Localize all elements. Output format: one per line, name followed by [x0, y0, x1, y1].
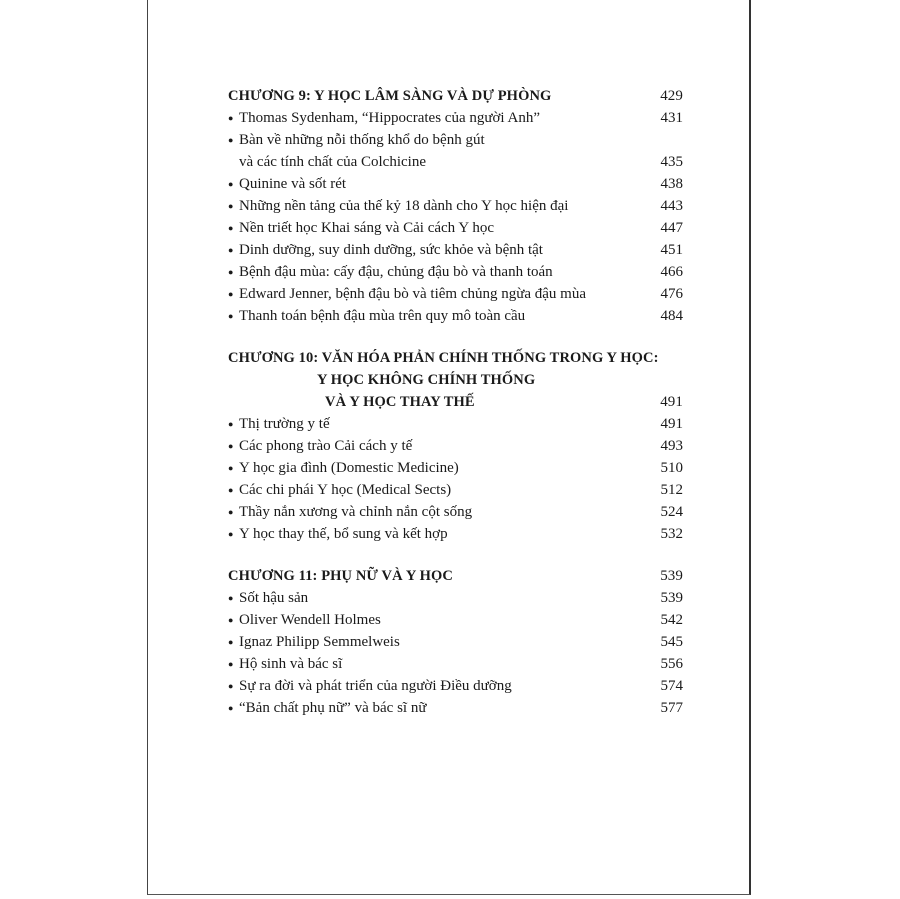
- toc-item: [228, 631, 683, 653]
- bullet-icon: ●: [228, 245, 234, 255]
- toc-item-title: Thầy nắn xương và chỉnh nắn cột sống: [239, 504, 473, 520]
- toc-item: [228, 653, 683, 675]
- toc-item: [228, 129, 683, 151]
- toc-item-page: 542: [660, 612, 683, 628]
- toc-item-page: 491: [660, 416, 683, 432]
- toc-item: [228, 305, 683, 327]
- toc-item-title: Edward Jenner, bệnh đậu bò và tiêm chủng ngừa đậu mùa: [239, 286, 587, 302]
- toc-item-title: Thomas Sydenham, “Hippocrates của người Anh”: [239, 110, 540, 126]
- toc-item: [228, 239, 683, 261]
- bullet-icon: ●: [228, 485, 234, 495]
- toc-item-page: 577: [660, 700, 683, 716]
- toc-item-title: Y học gia đình (Domestic Medicine): [239, 460, 459, 476]
- toc-item-page: 545: [660, 634, 683, 650]
- toc-item-title: Những nền tảng của thế kỷ 18 dành cho Y học hiện đại: [239, 198, 569, 214]
- toc-item: [228, 195, 683, 217]
- chapter-9: [228, 85, 683, 327]
- bullet-icon: ●: [228, 419, 234, 429]
- toc-item-page: 512: [660, 482, 683, 498]
- bullet-icon: ●: [228, 703, 234, 713]
- chapter-heading: [228, 565, 683, 587]
- bullet-icon: ●: [228, 289, 234, 299]
- bullet-icon: ●: [228, 681, 234, 691]
- toc-item-page: 451: [660, 242, 683, 258]
- bullet-icon: ●: [228, 615, 234, 625]
- toc-item-title: Dinh dưỡng, suy dinh dưỡng, sức khỏe và bệnh tật: [239, 242, 543, 258]
- toc-item-title: và các tính chất của Colchicine: [239, 154, 426, 170]
- toc-item-title: Thị trường y tế: [239, 416, 330, 432]
- toc-item-page: 438: [660, 176, 683, 192]
- bullet-icon: ●: [228, 201, 234, 211]
- bullet-icon: ●: [228, 179, 234, 189]
- book-page: [147, 0, 751, 895]
- toc-item-title: Nền triết học Khai sáng và Cải cách Y học: [239, 220, 495, 236]
- toc-item-page: 476: [660, 286, 683, 302]
- toc-item-page: 447: [660, 220, 683, 236]
- toc-item-page: 466: [660, 264, 683, 280]
- toc-item: [228, 697, 683, 719]
- toc-item-page: 435: [660, 154, 683, 170]
- toc-item: [228, 283, 683, 305]
- bullet-icon: ●: [228, 135, 234, 145]
- bullet-icon: ●: [228, 593, 234, 603]
- toc-item-title: Bệnh đậu mùa: cấy đậu, chủng đậu bò và thanh toán: [239, 264, 553, 280]
- toc-item-title: Quinine và sốt rét: [239, 176, 347, 192]
- toc-item: [228, 107, 683, 129]
- toc-item: [228, 587, 683, 609]
- bullet-icon: ●: [228, 529, 234, 539]
- chapter-page: 539: [660, 568, 683, 584]
- chapter-title: VÀ Y HỌC THAY THẾ: [325, 394, 475, 410]
- toc-item: [228, 457, 683, 479]
- bullet-icon: ●: [228, 311, 234, 321]
- toc-item: [228, 609, 683, 631]
- bullet-icon: ●: [228, 113, 234, 123]
- toc-item: [228, 173, 683, 195]
- toc-item-title: Hộ sinh và bác sĩ: [239, 656, 343, 672]
- toc-item: [228, 479, 683, 501]
- chapter-page: 491: [660, 394, 683, 410]
- chapter-title: Y HỌC KHÔNG CHÍNH THỐNG: [317, 372, 536, 388]
- toc-item-title: “Bản chất phụ nữ” và bác sĩ nữ: [239, 700, 427, 716]
- toc-item-title: Y học thay thế, bổ sung và kết hợp: [239, 526, 448, 542]
- table-of-contents: [228, 85, 683, 739]
- toc-item: [228, 501, 683, 523]
- toc-item-continuation: [228, 151, 683, 173]
- toc-item-title: Sự ra đời và phát triển của người Điều dưỡng: [239, 678, 512, 694]
- toc-item-page: 539: [660, 590, 683, 606]
- chapter-title: CHƯƠNG 10: VĂN HÓA PHẢN CHÍNH THỐNG TRONG Y HỌC:: [228, 350, 659, 366]
- toc-item-title: Bàn về những nỗi thống khổ do bệnh gút: [239, 132, 485, 148]
- chapter-heading: [228, 85, 683, 107]
- toc-item: [228, 523, 683, 545]
- toc-item-title: Sốt hậu sản: [239, 590, 309, 606]
- toc-item: [228, 675, 683, 697]
- toc-item-title: Các chi phái Y học (Medical Sects): [239, 482, 452, 498]
- toc-item-page: 556: [660, 656, 683, 672]
- bullet-icon: ●: [228, 637, 234, 647]
- toc-item: [228, 217, 683, 239]
- toc-item-page: 443: [660, 198, 683, 214]
- bullet-icon: ●: [228, 223, 234, 233]
- toc-item-title: Thanh toán bệnh đậu mùa trên quy mô toàn cầu: [239, 308, 526, 324]
- bullet-icon: ●: [228, 507, 234, 517]
- toc-item-page: 493: [660, 438, 683, 454]
- chapter-heading-continuation: [228, 391, 683, 413]
- toc-item-title: Các phong trào Cải cách y tế: [239, 438, 413, 454]
- toc-item: [228, 261, 683, 283]
- toc-item-title: Oliver Wendell Holmes: [239, 612, 381, 628]
- toc-item-title: Ignaz Philipp Semmelweis: [239, 634, 400, 650]
- bullet-icon: ●: [228, 463, 234, 473]
- toc-item: [228, 413, 683, 435]
- chapter-page: 429: [660, 88, 683, 104]
- toc-item-page: 510: [660, 460, 683, 476]
- toc-item-page: 484: [660, 308, 683, 324]
- bullet-icon: ●: [228, 659, 234, 669]
- chapter-10: [228, 347, 683, 545]
- chapter-heading: [228, 347, 683, 369]
- chapter-title: CHƯƠNG 11: PHỤ NỮ VÀ Y HỌC: [228, 568, 453, 584]
- toc-item-page: 524: [660, 504, 683, 520]
- chapter-11: [228, 565, 683, 719]
- chapter-title: CHƯƠNG 9: Y HỌC LÂM SÀNG VÀ DỰ PHÒNG: [228, 88, 552, 104]
- chapter-heading-continuation: [228, 369, 683, 391]
- toc-item-page: 532: [660, 526, 683, 542]
- toc-item-page: 431: [660, 110, 683, 126]
- toc-item-page: 574: [660, 678, 683, 694]
- toc-item: [228, 435, 683, 457]
- bullet-icon: ●: [228, 267, 234, 277]
- bullet-icon: ●: [228, 441, 234, 451]
